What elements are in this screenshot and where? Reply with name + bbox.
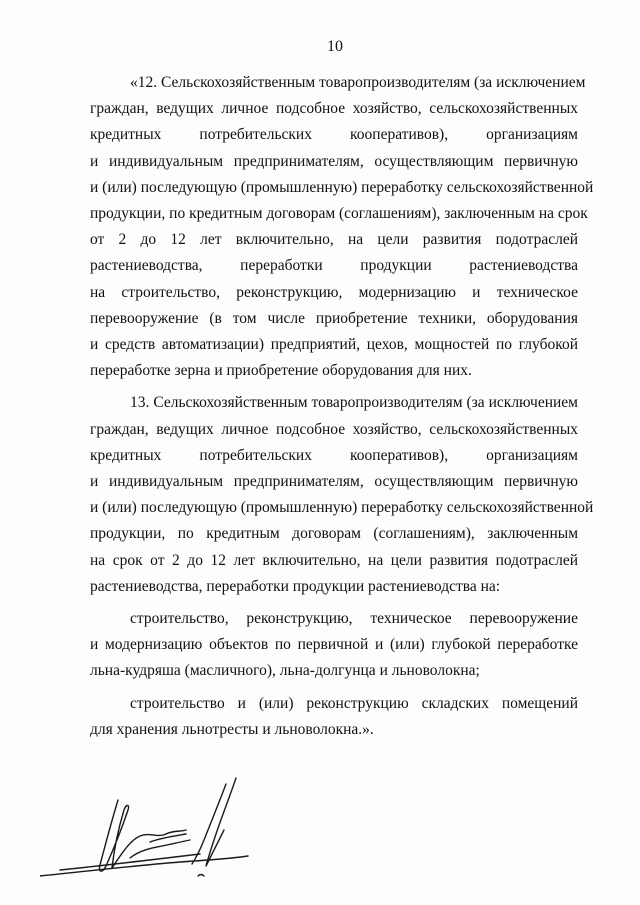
- document-body: [90, 70, 594, 749]
- text-line: перевооружение (в том числе приобретение техники, оборудования: [90, 309, 578, 327]
- text-line: для хранения льнотресты и льноволокна.».: [90, 720, 374, 738]
- text-line: и индивидуальным предпринимателям, осуществляющим первичную: [90, 152, 578, 170]
- handwritten-signature: [40, 770, 250, 885]
- text-line: и средств автоматизации) предприятий, цехов, мощностей по глубокой: [90, 336, 578, 354]
- text-line: на строительство, реконструкцию, модернизацию и техническое: [90, 283, 578, 301]
- text-line: переработке зерна и приобретение оборудования для них.: [90, 362, 472, 380]
- text-line: строительство, реконструкцию, техническое перевооружение: [130, 610, 578, 628]
- text-line: продукции, по кредитным договорам (соглашениям), заключенным: [90, 525, 578, 543]
- text-line: и (или) последующую (промышленную) переработку сельскохозяйственной: [90, 499, 594, 517]
- text-line: 13. Сельскохозяйственным товаропроизводителям (за исключением: [130, 394, 578, 412]
- text-line: граждан, ведущих личное подсобное хозяйство, сельскохозяйственных: [90, 100, 578, 118]
- text-line: строительство и (или) реконструкцию складских помещений: [130, 694, 578, 712]
- text-line: на срок от 2 до 12 лет включительно, на цели развития подотраслей: [90, 551, 578, 569]
- text-line: кредитных потребительских кооперативов), организациям: [90, 126, 578, 144]
- text-line: граждан, ведущих личное подсобное хозяйство, сельскохозяйственных: [90, 420, 578, 438]
- page-number: 10: [327, 38, 343, 55]
- paragraph-12: [90, 70, 594, 384]
- text-line: и индивидуальным предпринимателям, осуществляющим первичную: [90, 473, 578, 491]
- text-line: растениеводства, переработки продукции растениеводства: [90, 257, 578, 275]
- text-line: льна-кудряша (масличного), льна-долгунца и льноволокна;: [90, 662, 480, 680]
- list-item-storage: [90, 691, 578, 743]
- text-line: «12. Сельскохозяйственным товаропроизводителям (за исключением: [130, 74, 586, 91]
- text-line: и модернизацию объектов по первичной и (или) глубокой переработке: [90, 636, 578, 654]
- text-line: и (или) последующую (промышленную) переработку сельскохозяйственной: [90, 178, 594, 196]
- text-line: кредитных потребительских кооперативов), организациям: [90, 446, 578, 464]
- text-line: от 2 до 12 лет включительно, на цели развития подотраслей: [90, 231, 578, 249]
- paragraph-13: [90, 390, 594, 600]
- text-line: растениеводства, переработки продукции растениеводства на:: [90, 577, 501, 595]
- list-item-flax-processing: [90, 606, 578, 685]
- text-line: продукции, по кредитным договорам (соглашениям), заключенным на срок: [90, 205, 588, 223]
